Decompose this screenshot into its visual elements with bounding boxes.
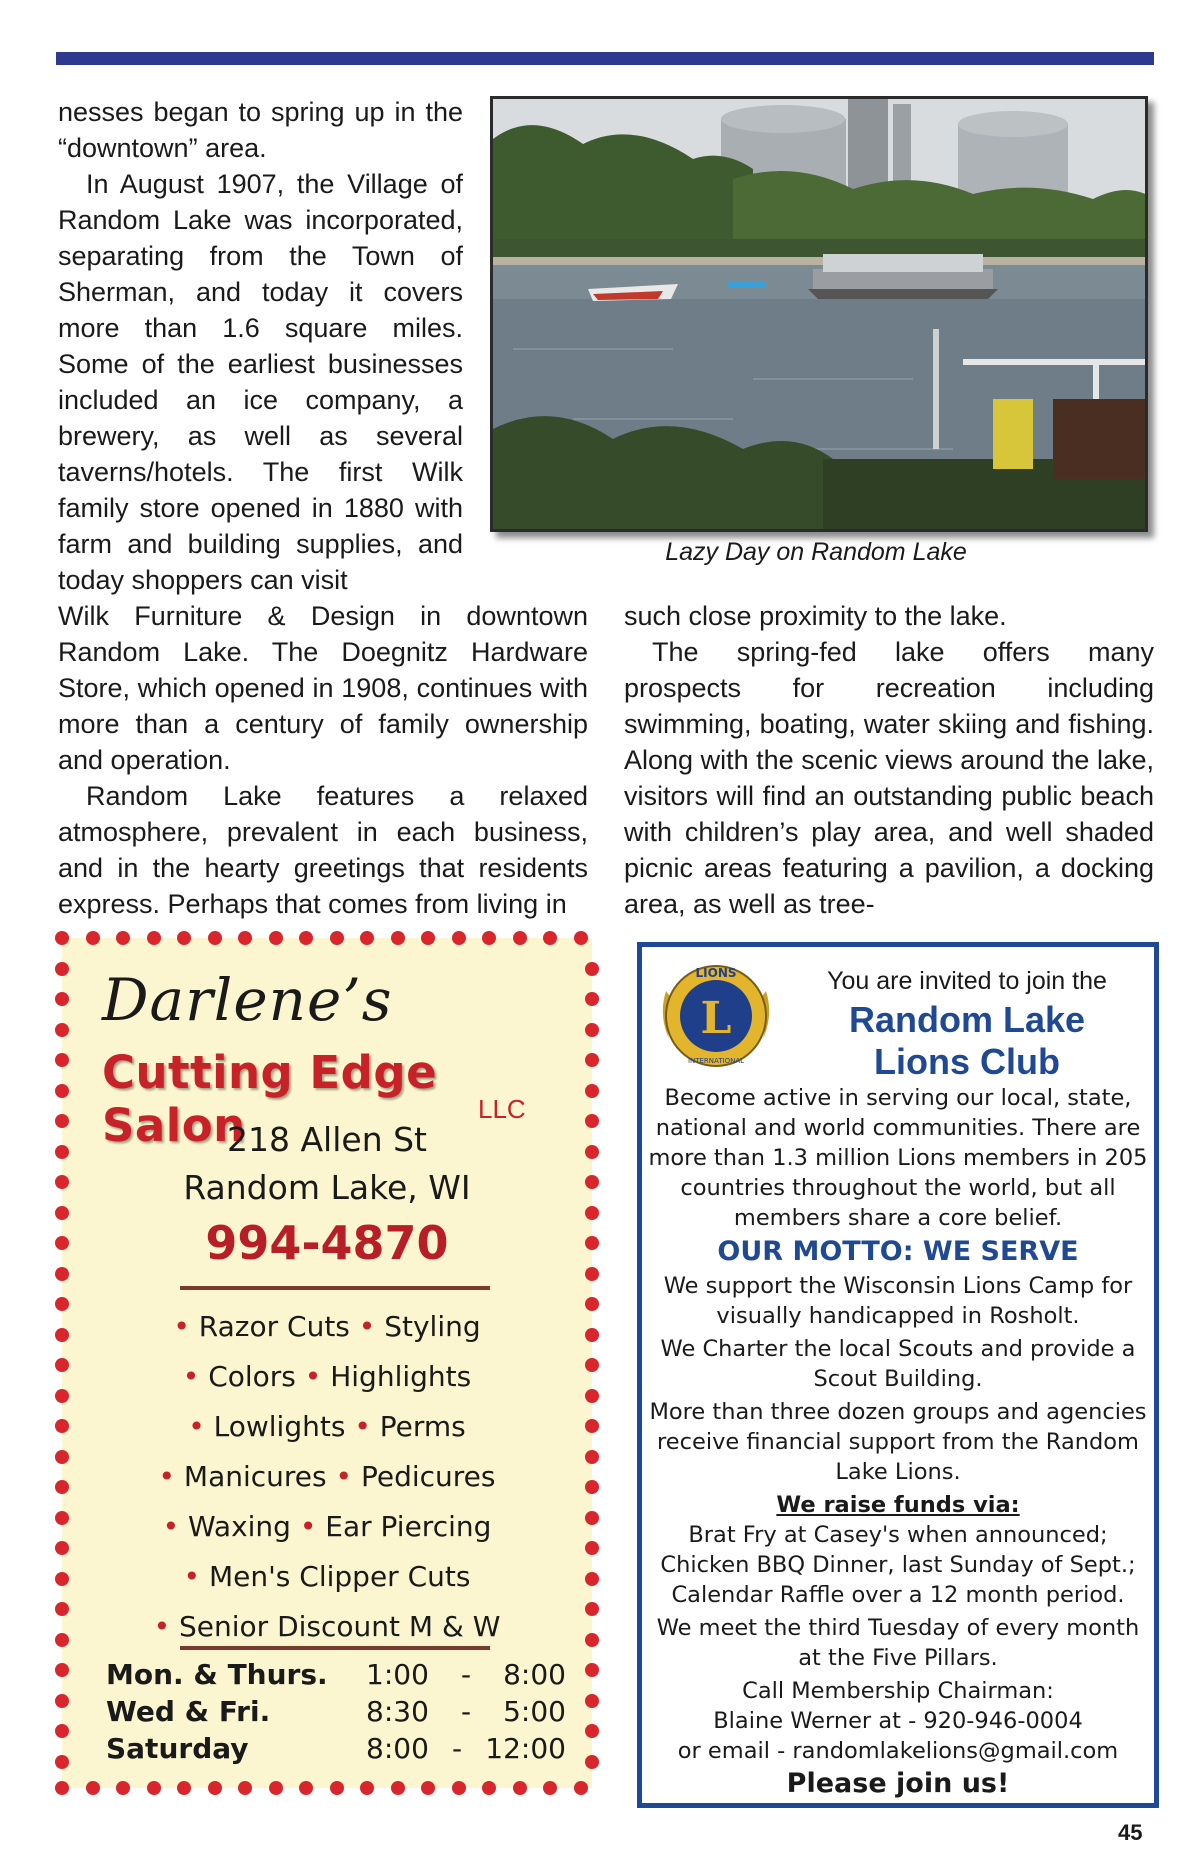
bullet-icon: •	[162, 1510, 189, 1543]
hours-close: 12:00	[485, 1732, 566, 1765]
lions-emblem-icon	[656, 961, 776, 1071]
hours-open: 8:30	[366, 1695, 429, 1728]
fundraising-list: Brat Fry at Casey's when announced; Chicken BBQ Dinner, last Sunday of Sept.; Calendar Raffle over a 12 month period.	[660, 1522, 1136, 1608]
service-item: Senior Discount M & W	[179, 1610, 501, 1643]
service-line	[62, 1552, 592, 1602]
hours-close: 5:00	[503, 1695, 566, 1728]
hours-open: 1:00	[366, 1658, 429, 1691]
lake-photo	[490, 96, 1148, 532]
lions-club-advertisement	[637, 942, 1159, 1808]
lions-motto: OUR MOTTO: WE SERVE	[717, 1236, 1079, 1267]
lions-support: We Charter the local Scouts and provide a Scout Building.	[660, 1336, 1136, 1392]
bullet-icon: •	[153, 1610, 180, 1643]
lions-title-line: Random Lake	[848, 999, 1086, 1040]
bullet-icon: •	[349, 1310, 385, 1343]
service-line	[62, 1502, 592, 1552]
contact-line: Call Membership Chairman:	[742, 1678, 1054, 1704]
bullet-icon: •	[182, 1360, 209, 1393]
salon-phone: 994-4870	[205, 1216, 449, 1270]
hours-row: Wed & Fri. 8:30 - 5:00	[106, 1695, 566, 1728]
salon-advertisement	[62, 938, 592, 1788]
service-item: Razor Cuts	[198, 1310, 350, 1343]
contact-line: or email - randomlakelions@gmail.com	[677, 1738, 1119, 1764]
salon-name: Cutting Edge Salon	[102, 1046, 438, 1152]
article-paragraph: Wilk Furniture & Design in downtown Random Lake. The Doegnitz Hardware Store, which opened in 1908, continues with more than a century of family ownership and operation.	[58, 601, 588, 775]
lions-support: We support the Wisconsin Lions Camp for visually handicapped in Rosholt.	[663, 1273, 1133, 1329]
service-item: Ear Piercing	[325, 1510, 492, 1543]
hours-day: Saturday	[106, 1732, 249, 1765]
service-item: Colors	[208, 1360, 296, 1393]
header-rule	[56, 52, 1154, 65]
service-line	[62, 1352, 592, 1402]
bullet-icon: •	[173, 1310, 199, 1343]
svg-text:L: L	[700, 993, 732, 1044]
contact-line: Blaine Werner at - 920-946-0004	[713, 1708, 1083, 1734]
salon-hours	[106, 1656, 566, 1767]
bullet-icon: •	[345, 1410, 380, 1443]
bullet-icon: •	[290, 1510, 326, 1543]
service-line	[62, 1302, 592, 1352]
salon-llc: LLC	[478, 1094, 526, 1124]
bullet-icon: •	[295, 1360, 331, 1393]
bullet-icon: •	[183, 1560, 209, 1593]
hours-row: Mon. & Thurs. 1:00 - 8:00	[106, 1658, 566, 1691]
divider	[180, 1286, 490, 1290]
bullet-icon: •	[326, 1460, 361, 1493]
service-item: Highlights	[330, 1360, 472, 1393]
service-item: Men's Clipper Cuts	[208, 1560, 471, 1593]
service-line	[62, 1402, 592, 1452]
article-paragraph: In August 1907, the Village of Random Lake was incorporated, separating from the Town of Sherman, and today it covers more than 1.6 square miles. Some of the earliest businesses included an ice company, a brewery, as well as several taverns/hotels. The first Wilk family store opened in 1880 with farm and building supplies, and today shoppers can visit	[58, 169, 463, 595]
bullet-icon: •	[188, 1410, 214, 1443]
service-item: Pedicures	[360, 1460, 496, 1493]
please-join: Please join us!	[786, 1768, 1010, 1799]
hours-day: Wed & Fri.	[106, 1695, 271, 1728]
lions-title-line: Lions Club	[874, 1041, 1060, 1082]
lions-intro: Become active in serving our local, state, national and world communities. There are more than 1.3 million Lions members in 205 countries throughout the world, but all members share a core belief.	[648, 1085, 1148, 1231]
svg-text:LIONS: LIONS	[695, 966, 737, 980]
hours-day: Mon. & Thurs.	[106, 1658, 328, 1691]
hours-close: 8:00	[503, 1658, 566, 1691]
hours-open: 8:00	[366, 1732, 429, 1765]
article-paragraph: nesses began to spring up in the “downtown” area.	[58, 97, 463, 163]
service-line	[62, 1602, 592, 1652]
service-item: Manicures	[183, 1460, 327, 1493]
article-column-upper-left	[58, 94, 463, 598]
bullet-icon: •	[158, 1460, 184, 1493]
service-item: Styling	[384, 1310, 481, 1343]
lions-support: More than three dozen groups and agencies receive financial support from the Random Lake Lions.	[649, 1399, 1147, 1485]
divider	[180, 1646, 490, 1650]
service-line	[62, 1452, 592, 1502]
service-item: Perms	[379, 1410, 466, 1443]
fundraising-heading: We raise funds via:	[776, 1492, 1020, 1518]
lions-title	[792, 999, 1142, 1083]
service-item: Waxing	[188, 1510, 291, 1543]
salon-street: 218 Allen St	[227, 1120, 427, 1159]
article-column-lower-left	[58, 598, 588, 922]
lions-body	[648, 1083, 1148, 1802]
article-column-lower-right	[624, 598, 1154, 922]
salon-city: Random Lake, WI	[183, 1168, 471, 1207]
meeting-info: We meet the third Tuesday of every month at the Five Pillars.	[656, 1615, 1140, 1671]
salon-owner-name: Darlene’s	[102, 966, 393, 1034]
photo-caption: Lazy Day on Random Lake	[665, 538, 967, 566]
hours-row: Saturday 8:00 - 12:00	[106, 1732, 566, 1765]
service-item: Lowlights	[213, 1410, 346, 1443]
article-paragraph: Random Lake features a relaxed atmosphere, prevalent in each business, and in the hearty greetings that residents express. Perhaps that comes from living in	[58, 781, 588, 919]
invite-text: You are invited to join the	[827, 967, 1107, 995]
page-number: 45	[1118, 1820, 1143, 1845]
article-paragraph: such close proximity to the lake.	[624, 601, 1007, 631]
salon-services-list	[62, 1302, 592, 1652]
article-paragraph: The spring-fed lake offers many prospects for recreation including swimming, boating, water skiing and fishing. Along with the scenic views around the lake, visitors will find an outstanding public beach with children’s play area, and well shaded picnic areas featuring a pavilion, a docking area, as well as tree-	[624, 637, 1154, 919]
svg-text:INTERNATIONAL: INTERNATIONAL	[687, 1057, 745, 1065]
